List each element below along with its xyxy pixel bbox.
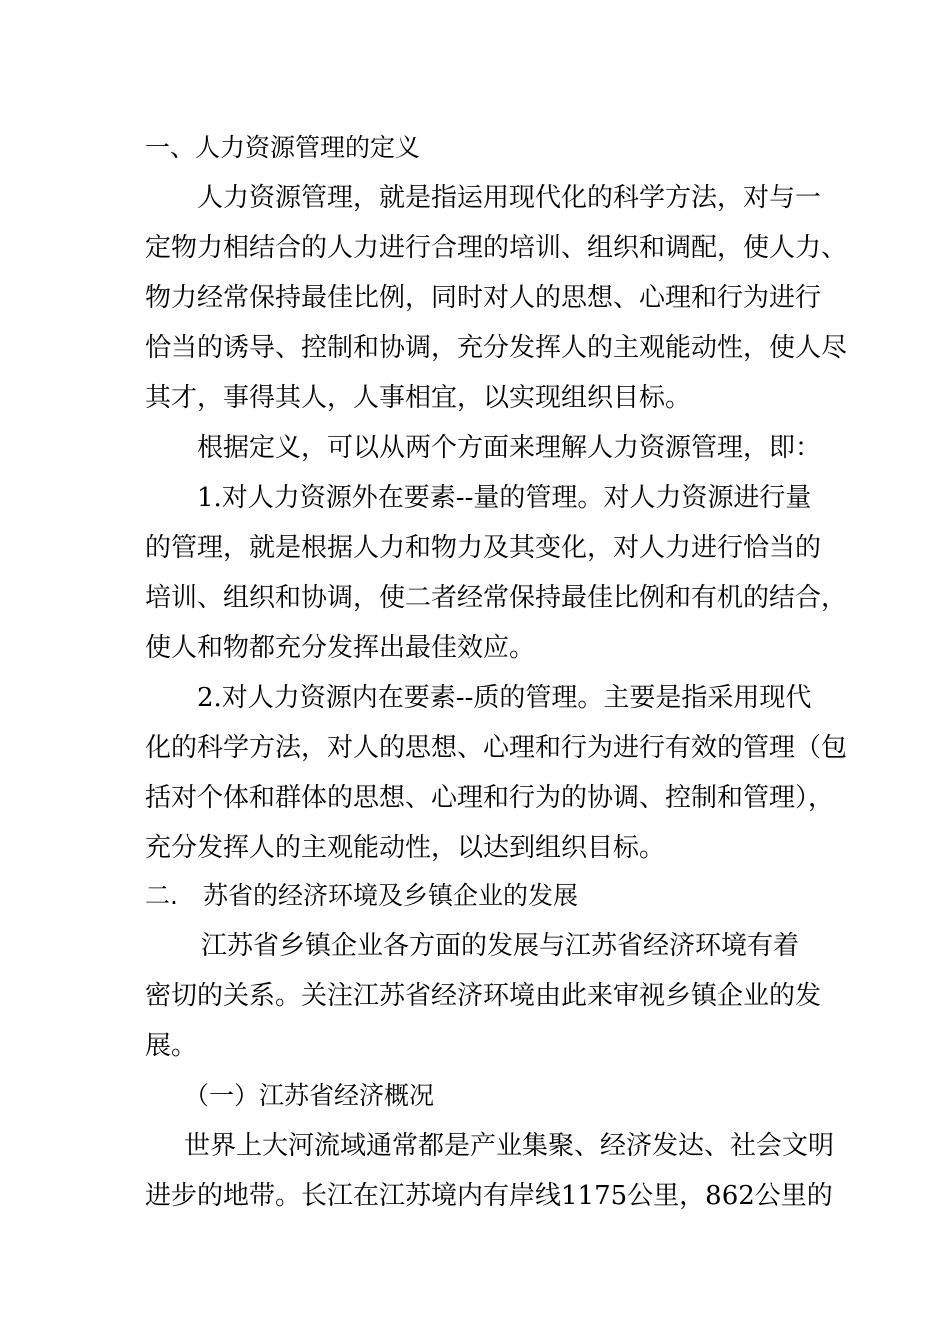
paragraph-line: 的管理，就是根据人力和物力及其变化，对人力进行恰当的 — [145, 533, 822, 563]
paragraph-line: 人力资源管理，就是指运用现代化的科学方法，对与一 — [197, 183, 822, 213]
paragraph-line: 进步的地带。长江在江苏境内有岸线1175公里，862公里的 — [145, 1181, 833, 1211]
paragraph-line: 江苏省乡镇企业各方面的发展与江苏省经济环境有着 — [201, 931, 800, 961]
paragraph-line: 物力经常保持最佳比例，同时对人的思想、心理和行为进行 — [145, 283, 822, 313]
paragraph-line: 1.对人力资源外在要素--量的管理。对人力资源进行量 — [197, 483, 812, 513]
paragraph-line: 密切的关系。关注江苏省经济环境由此来审视乡镇企业的发 — [145, 981, 822, 1011]
paragraph-line: 恰当的诱导、控制和协调，充分发挥人的主观能动性，使人尽 — [145, 333, 848, 363]
paragraph-line: 定物力相结合的人力进行合理的培训、组织和调配，使人力、 — [145, 233, 848, 263]
paragraph-line: 括对个体和群体的思想、心理和行为的协调、控制和管理）， — [145, 783, 835, 813]
paragraph-line: 培训、组织和协调，使二者经常保持最佳比例和有机的结合， — [145, 583, 848, 613]
subsection-heading: （一）江苏省经济概况 — [184, 1081, 435, 1110]
paragraph-line: 充分发挥人的主观能动性，以达到组织目标。 — [145, 833, 666, 863]
section-1-heading: 一、人力资源管理的定义 — [145, 133, 421, 162]
section-2-heading: 二. 苏省的经济环境及乡镇企业的发展 — [145, 881, 578, 910]
paragraph-line: 化的科学方法，对人的思想、心理和行为进行有效的管理（包 — [145, 733, 848, 763]
paragraph-line: 展。 — [145, 1031, 198, 1061]
paragraph-line: 其才，事得其人，人事相宜，以实现组织目标。 — [145, 383, 692, 413]
paragraph-line: 使人和物都充分发挥出最佳效应。 — [145, 633, 536, 663]
paragraph-line: 世界上大河流域通常都是产业集聚、经济发达、社会文明 — [184, 1131, 835, 1161]
paragraph-line: 根据定义，可以从两个方面来理解人力资源管理，即： — [197, 433, 822, 463]
paragraph-line: 2.对人力资源内在要素--质的管理。主要是指采用现代 — [197, 683, 812, 713]
